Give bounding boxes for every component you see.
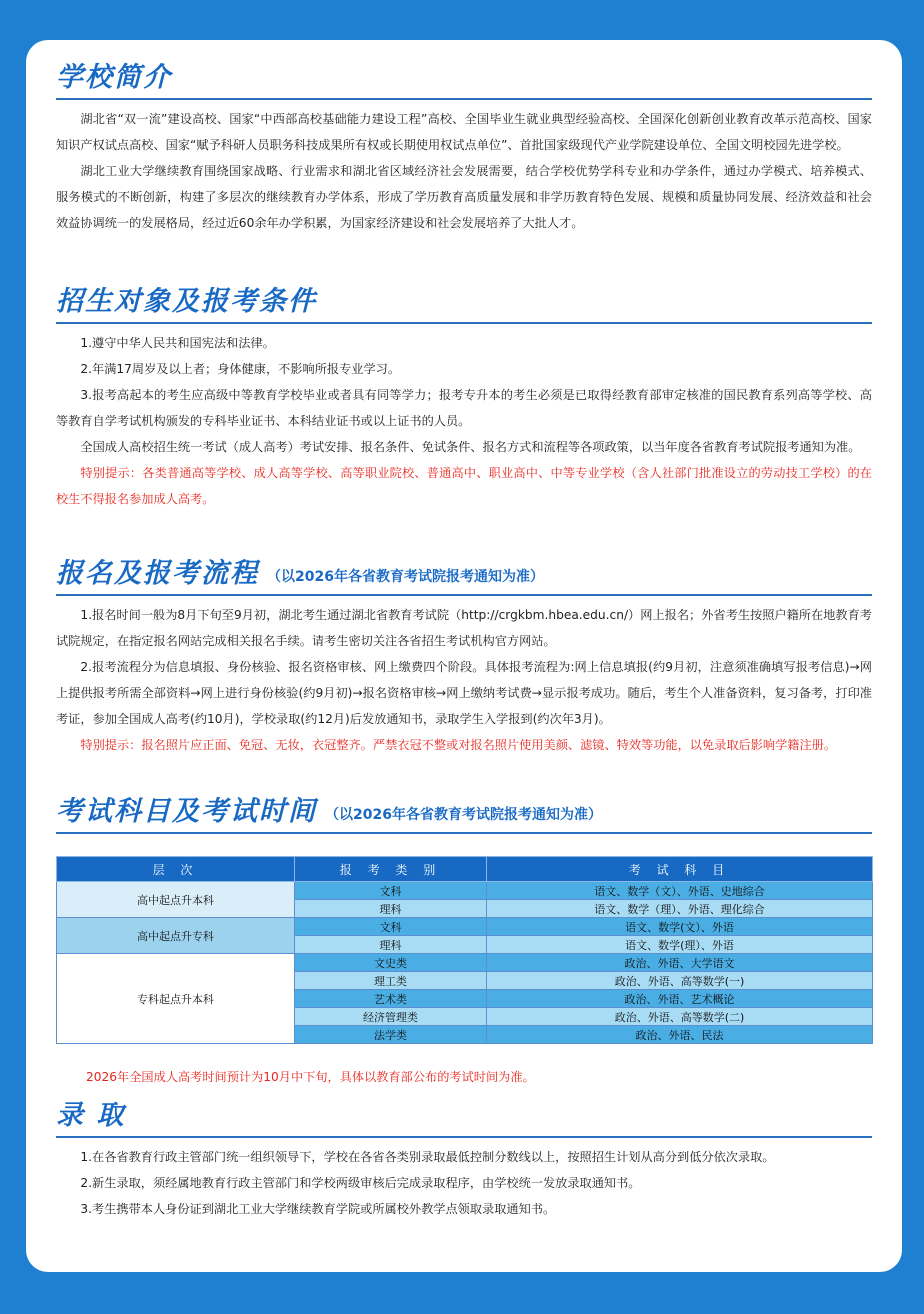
enroll-header <box>56 284 872 324</box>
process-paragraph: 2.报考流程分为信息填报、身份核验、报名资格审核、网上缴费四个阶段。具体报考流程为:网上信息填报(约9月初，注意须准确填写报考信息)→网上提供报考所需全部资料→网上进行身份核验(约9月初)→报名资格审核→网上缴纳考试费→显示报考成功。随后，考生个人准备资料，复习备考，打印准考证，参加全国成人高考(约10月)，学校录取(约12月)后发放通知书，录取学生入学报到(约次年3月)。 <box>56 660 872 726</box>
admission-header <box>56 1098 872 1138</box>
enroll-paragraph: 2.年满17周岁及以上者；身体健康，不影响所报专业学习。 <box>80 362 401 376</box>
level-cell: 高中起点升本科 <box>57 882 295 918</box>
enroll-title: 招生对象及报考条件 <box>56 286 317 317</box>
intro-paragraph: 湖北省“双一流”建设高校、国家“中西部高校基础能力建设工程”高校、全国毕业生就业典型经验高校、全国深化创新创业教育改革示范高校、国家知识产权试点高校、国家“赋予科研人员职务科技成果所有权或长期使用权试点单位”、首批国家级现代产业学院建设单位、全国文明校园先进学校。 <box>56 112 872 152</box>
category-cell: 法学类 <box>295 1026 487 1044</box>
subjects-cell: 政治、外语、民法 <box>487 1026 873 1044</box>
admission-paragraph: 3.考生携带本人身份证到湖北工业大学继续教育学院或所属校外教学点领取录取通知书。 <box>80 1202 556 1216</box>
enroll-paragraph: 1.遵守中华人民共和国宪法和法律。 <box>80 336 275 350</box>
process-notice: 特别提示：报名照片应正面、免冠、无妆，衣冠整齐。严禁衣冠不整或对报名照片使用美颜、滤镜、特效等功能，以免录取后影响学籍注册。 <box>80 738 837 752</box>
process-section <box>56 556 872 758</box>
subjects-cell: 语文、数学（文）、外语、史地综合 <box>487 882 873 900</box>
intro-title: 学校简介 <box>56 62 172 93</box>
admission-paragraph: 1.在各省教育行政主管部门统一组织领导下，学校在各省各类别录取最低控制分数线以上，按照招生计划从高分到低分依次录取。 <box>80 1150 775 1164</box>
subjects-cell: 政治、外语、高等数学(二) <box>487 1008 873 1026</box>
exam-header <box>56 794 872 834</box>
content-card <box>26 40 902 1272</box>
category-cell: 文科 <box>295 918 487 936</box>
process-header <box>56 556 872 596</box>
level-cell: 专科起点升本科 <box>57 954 295 1044</box>
category-cell: 文史类 <box>295 954 487 972</box>
exam-section <box>56 794 872 1044</box>
intro-header <box>56 60 872 100</box>
subjects-cell: 语文、数学（理）、外语、理化综合 <box>487 900 873 918</box>
exam-time-note: 2026年全国成人高考时间预计为10月中下旬，具体以教育部公布的考试时间为准。 <box>86 1070 535 1084</box>
process-body <box>56 602 872 758</box>
enroll-paragraph: 3.报考高起本的考生应高级中等教育学校毕业或者具有同等学力；报考专升本的考生必须是已取得经教育部审定核准的国民教育系列高等学校、高等教育自学考试机构颁发的专科毕业证书、本科结业证书或以上证书的人员。 <box>56 388 872 428</box>
header-category: 报 考 类 别 <box>295 857 487 882</box>
table-row <box>57 918 873 936</box>
admission-section <box>56 1098 872 1222</box>
subjects-cell: 政治、外语、高等数学(一) <box>487 972 873 990</box>
exam-subtitle: （以2026年各省教育考试院报考通知为准） <box>325 807 602 823</box>
level-cell: 高中起点升专科 <box>57 918 295 954</box>
exam-title: 考试科目及考试时间 <box>56 796 317 827</box>
process-title: 报名及报考流程 <box>56 558 259 589</box>
admission-title: 录 取 <box>56 1100 126 1131</box>
table-row <box>57 882 873 900</box>
category-cell: 理科 <box>295 936 487 954</box>
category-cell: 经济管理类 <box>295 1008 487 1026</box>
intro-paragraph: 湖北工业大学继续教育围绕国家战略、行业需求和湖北省区域经济社会发展需要，结合学校优势学科专业和办学条件，通过办学模式、培养模式、服务模式的不断创新，构建了多层次的继续教育办学体系，形成了学历教育高质量发展和非学历教育特色发展、规模和质量协同发展、经济效益和社会效益协调统一的发展格局，经过近60余年办学积累，为国家经济建设和社会发展培养了大批人才。 <box>56 164 872 230</box>
subjects-cell: 语文、数学(理）、外语 <box>487 936 873 954</box>
table-header-row <box>57 857 873 882</box>
category-cell: 艺术类 <box>295 990 487 1008</box>
subjects-cell: 政治、外语、大学语文 <box>487 954 873 972</box>
category-cell: 理科 <box>295 900 487 918</box>
enroll-section <box>56 284 872 512</box>
exam-table <box>56 856 873 1044</box>
admission-body <box>56 1144 872 1222</box>
header-subjects: 考 试 科 目 <box>487 857 873 882</box>
category-cell: 文科 <box>295 882 487 900</box>
enroll-paragraph: 全国成人高校招生统一考试（成人高考）考试安排、报名条件、免试条件、报名方式和流程等各项政策，以当年度各省教育考试院报考通知为准。 <box>80 440 861 454</box>
process-paragraph: 1.报名时间一般为8月下旬至9月初，湖北考生通过湖北省教育考试院（http://crgkbm.hbea.edu.cn/）网上报名；外省考生按照户籍所在地教育考试院规定，在指定报名网站完成相关报名手续。请考生密切关注各省招生考试机构官方网站。 <box>56 608 872 648</box>
intro-body <box>56 106 872 236</box>
subjects-cell: 语文、数学(文）、外语 <box>487 918 873 936</box>
process-subtitle: （以2026年各省教育考试院报考通知为准） <box>267 569 544 585</box>
enroll-notice: 特别提示：各类普通高等学校、成人高等学校、高等职业院校、普通高中、职业高中、中等专业学校（含人社部门批准设立的劳动技工学校）的在校生不得报名参加成人高考。 <box>56 466 872 506</box>
table-row <box>57 954 873 972</box>
admission-paragraph: 2.新生录取，须经属地教育行政主管部门和学校两级审核后完成录取程序，由学校统一发放录取通知书。 <box>80 1176 641 1190</box>
subjects-cell: 政治、外语、艺术概论 <box>487 990 873 1008</box>
header-level: 层 次 <box>57 857 295 882</box>
intro-section <box>56 60 872 236</box>
enroll-body <box>56 330 872 512</box>
category-cell: 理工类 <box>295 972 487 990</box>
